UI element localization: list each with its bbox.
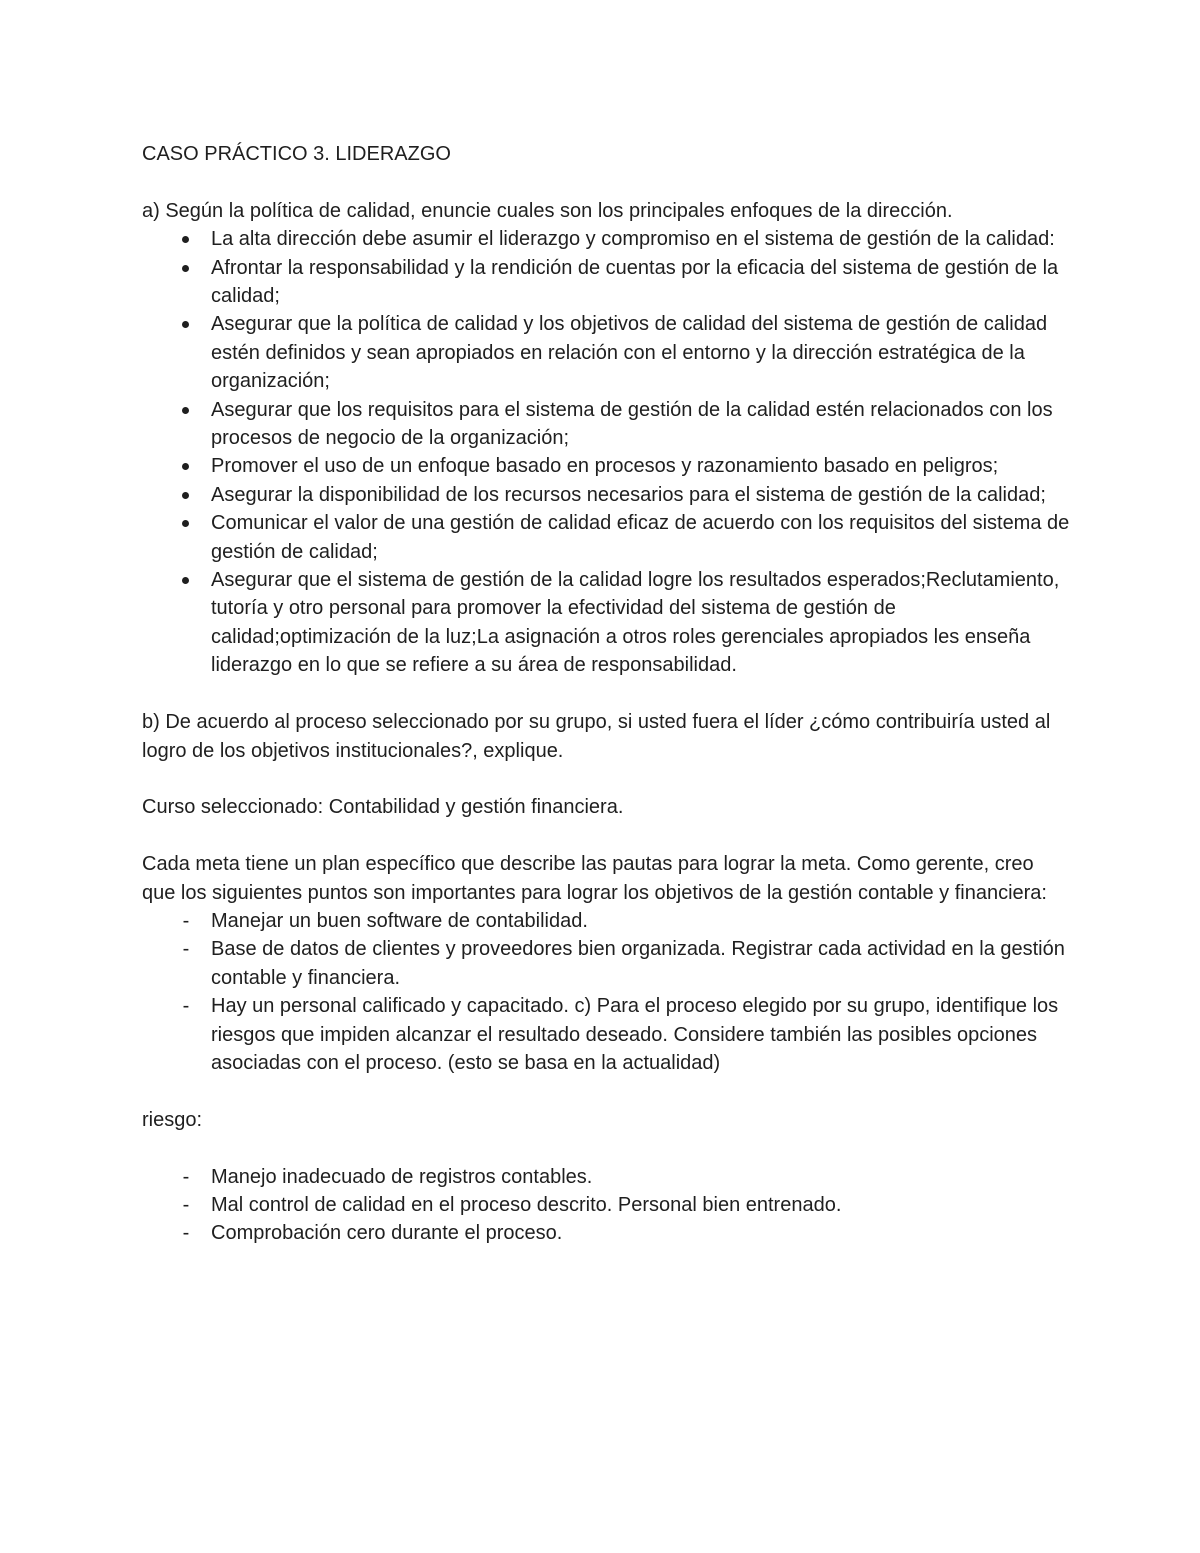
dash-marker: - [182,909,190,932]
bullet-list-a [142,225,1072,680]
list-item [142,452,1072,480]
list-item-text: Hay un personal calificado y capacitado. c) Para el proceso elegido por su grupo, identifique los riesgos que impiden alcanzar el resultado deseado. Considere también las posibles opciones asociadas con el proceso. (esto se basa en la actualidad) [211,995,1059,1074]
list-item [142,1219,1072,1247]
list-item [142,935,1072,992]
question-a: a) Según la política de calidad, enuncie cuales son los principales enfoques de la dirección. [142,199,953,222]
spacer [142,168,1072,196]
list-item-text: Comprobación cero durante el proceso. [211,1222,563,1245]
list-item-text: La alta dirección debe asumir el liderazgo y compromiso en el sistema de gestión de la calidad: [211,228,1055,251]
list-item-text: Asegurar la disponibilidad de los recursos necesarios para el sistema de gestión de la calidad; [211,483,1046,506]
list-item [142,254,1072,311]
list-item [142,310,1072,395]
spacer [142,680,1072,708]
list-item [142,566,1072,680]
risk-list [142,1163,1072,1248]
list-item-text: Manejo inadecuado de registros contables. [211,1165,593,1188]
document-title: CASO PRÁCTICO 3. LIDERAZGO [142,143,451,165]
risk-label: riesgo: [142,1108,203,1131]
list-item-text: Promover el uso de un enfoque basado en procesos y razonamiento basado en peligros; [211,455,999,478]
list-item-text: Base de datos de clientes y proveedores bien organizada. Registrar cada actividad en la gestión contable y financiera. [211,938,1065,989]
list-item-text: Afrontar la responsabilidad y la rendición de cuentas por la eficacia del sistema de gestión de la calidad; [211,256,1059,308]
spacer [142,1077,1072,1105]
list-item [142,907,1072,935]
dash-marker: - [182,938,190,961]
spacer [142,822,1072,850]
list-item-text: Comunicar el valor de una gestión de calidad eficaz de acuerdo con los requisitos del sistema de gestión de calidad; [211,512,1070,563]
spacer [142,1134,1072,1162]
dash-list-b [142,907,1072,1077]
paragraph-b: Cada meta tiene un plan específico que describe las pautas para lograr la meta. Como gerente, creo que los siguientes puntos son importantes para lograr los objetivos de la gestión contable y financiera: [142,853,1047,904]
spacer [142,765,1072,793]
list-item [142,481,1072,509]
list-item-text: Asegurar que la política de calidad y los objetivos de calidad del sistema de gestión de calidad estén definidos y sean apropiados en relación con el entorno y la dirección estratégica de la organización; [211,313,1048,393]
dash-marker: - [182,995,190,1018]
list-item [142,1163,1072,1191]
selected-course: Curso seleccionado: Contabilidad y gestión financiera. [142,796,624,819]
list-item [142,992,1072,1077]
dash-marker: - [182,1222,190,1245]
list-item [142,1191,1072,1219]
document-page [142,140,1072,1248]
list-item [142,509,1072,566]
list-item-text: Mal control de calidad en el proceso descrito. Personal bien entrenado. [211,1193,842,1216]
dash-marker: - [182,1193,190,1216]
dash-marker: - [182,1165,190,1188]
list-item [142,225,1072,253]
list-item-text: Asegurar que los requisitos para el sistema de gestión de la calidad estén relacionados con los procesos de negocio de la organización; [211,398,1053,450]
list-item-text: Asegurar que el sistema de gestión de la calidad logre los resultados esperados;Reclutamiento, tutoría y otro personal para promover la efectividad del sistema de gestión de calidad;optimización de la luz;La asignación a otros roles gerenciales apropiados les enseña liderazgo en lo que se refiere a su área de responsabilidad. [211,569,1060,677]
question-b: b) De acuerdo al proceso seleccionado por su grupo, si usted fuera el líder ¿cómo contribuiría usted al logro de los objetivos institucionales?, explique. [142,711,1051,762]
list-item [142,396,1072,453]
list-item-text: Manejar un buen software de contabilidad. [211,909,588,932]
